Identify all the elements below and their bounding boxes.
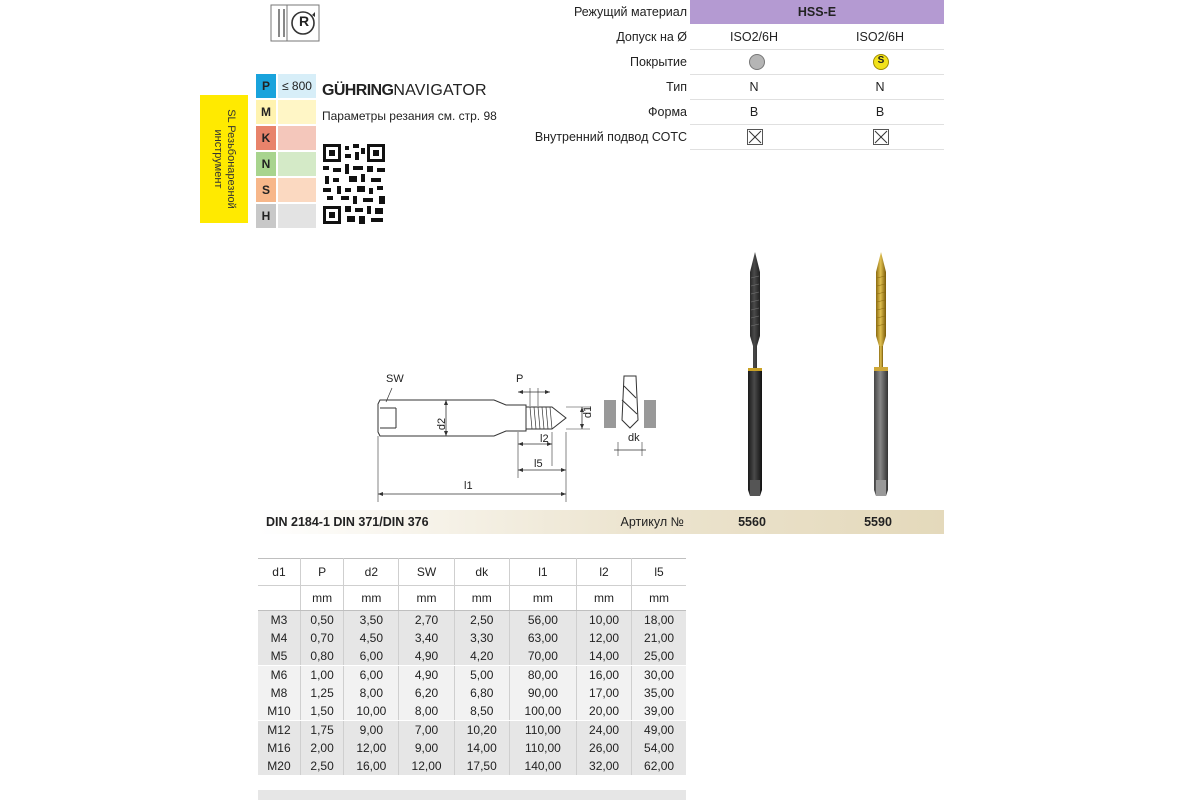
table-cell: 12,00 — [399, 757, 454, 776]
col-header-p: P — [300, 559, 343, 586]
table-row — [258, 629, 686, 647]
label-l5: l5 — [534, 458, 543, 470]
spec-value: N — [749, 80, 759, 94]
table-cell: 6,20 — [399, 684, 454, 702]
unit-cell: mm — [454, 586, 509, 611]
label-dk: dk — [628, 432, 640, 444]
table-cell: 8,00 — [399, 702, 454, 721]
table-cell: 8,00 — [344, 684, 399, 702]
spec-label: Покрытие — [629, 55, 687, 69]
table-cell: 4,20 — [454, 647, 509, 666]
table-cell: 2,00 — [300, 739, 343, 757]
cutting-material-value: HSS-E — [797, 5, 837, 19]
tap-photo-5560 — [740, 250, 770, 502]
table-cell: 24,00 — [576, 721, 631, 740]
label-l2: l2 — [540, 433, 549, 445]
material-group-p — [256, 74, 316, 98]
table-cell: 110,00 — [509, 721, 576, 740]
side-label-text: SL Резьбонарезной инструмент — [212, 109, 237, 209]
table-cell: 5,00 — [454, 666, 509, 685]
side-category-label — [200, 95, 248, 223]
col-header-d1: d1 — [258, 559, 300, 586]
spec-row-coating — [520, 50, 944, 75]
table-cell: 90,00 — [509, 684, 576, 702]
unit-cell — [258, 586, 300, 611]
unit-cell: mm — [632, 586, 686, 611]
spec-value: N — [875, 80, 885, 94]
material-value — [278, 178, 316, 202]
material-letter: P — [256, 74, 276, 98]
spec-label: Форма — [648, 105, 687, 119]
table-cell: 6,80 — [454, 684, 509, 702]
table-cell: 14,00 — [454, 739, 509, 757]
table-row — [258, 647, 686, 666]
material-group-m — [256, 100, 316, 124]
label-p: P — [516, 373, 524, 385]
spec-label: Режущий материал — [573, 5, 687, 19]
spec-value: B — [749, 105, 759, 119]
table-cell: 7,00 — [399, 721, 454, 740]
material-group-s — [256, 178, 316, 202]
table-cell: 16,00 — [344, 757, 399, 776]
spec-row-tolerance — [520, 25, 944, 50]
table-cell: 6,00 — [344, 647, 399, 666]
table-cell: 17,50 — [454, 757, 509, 776]
label-sw: SW — [386, 373, 404, 385]
brand-logo — [322, 82, 487, 100]
table-cell: 32,00 — [576, 757, 631, 776]
spec-row-type — [520, 75, 944, 100]
material-value — [278, 100, 316, 124]
label-d2: d2 — [436, 417, 449, 431]
no-internal-coolant-icon — [872, 128, 890, 146]
table-cell: 3,30 — [454, 629, 509, 647]
table-row — [258, 702, 686, 721]
table-cell: M20 — [258, 757, 300, 776]
table-cell: 2,70 — [399, 611, 454, 630]
table-cell: 12,00 — [344, 739, 399, 757]
table-row — [258, 721, 686, 740]
material-letter: H — [256, 204, 276, 228]
table-cell: 3,40 — [399, 629, 454, 647]
table-cell: 0,70 — [300, 629, 343, 647]
coating-badge-letter: S — [877, 55, 885, 66]
table-cell: M12 — [258, 721, 300, 740]
table-cell: 49,00 — [632, 721, 686, 740]
table-cell: 9,00 — [399, 739, 454, 757]
uncoated-circle-icon — [748, 53, 766, 71]
table-cell: M16 — [258, 739, 300, 757]
material-letter: K — [256, 126, 276, 150]
col-header-dk: dk — [454, 559, 509, 586]
table-cell: 17,00 — [576, 684, 631, 702]
table-cell: 4,90 — [399, 647, 454, 666]
table-cell: 4,90 — [399, 666, 454, 685]
table-row — [258, 611, 686, 630]
spec-label: Допуск на Ø — [616, 30, 687, 44]
table-cell: 1,25 — [300, 684, 343, 702]
spec-value: ISO2/6H — [856, 30, 904, 44]
table-cell: 70,00 — [509, 647, 576, 666]
col-header-d2: d2 — [344, 559, 399, 586]
table-cell: 26,00 — [576, 739, 631, 757]
table-cell: 63,00 — [509, 629, 576, 647]
table-tail — [258, 790, 686, 800]
table-cell: M4 — [258, 629, 300, 647]
table-cell: 140,00 — [509, 757, 576, 776]
table-cell: 10,00 — [344, 702, 399, 721]
table-cell: 3,50 — [344, 611, 399, 630]
spec-row-coolant — [520, 125, 944, 150]
unit-cell: mm — [300, 586, 343, 611]
table-cell: 35,00 — [632, 684, 686, 702]
table-row — [258, 739, 686, 757]
table-cell: 2,50 — [454, 611, 509, 630]
table-cell: 6,00 — [344, 666, 399, 685]
material-group-k — [256, 126, 316, 150]
brand-bold: GÜHRING — [322, 82, 394, 99]
table-cell: 25,00 — [632, 647, 686, 666]
material-group-h — [256, 204, 316, 228]
table-cell: 12,00 — [576, 629, 631, 647]
din-standard: DIN 2184-1 DIN 371/DIN 376 — [266, 515, 429, 529]
table-cell: 8,50 — [454, 702, 509, 721]
table-cell: 4,50 — [344, 629, 399, 647]
spec-row-material — [520, 0, 944, 25]
table-row — [258, 666, 686, 685]
table-cell: 62,00 — [632, 757, 686, 776]
table-cell: 21,00 — [632, 629, 686, 647]
table-cell: 1,50 — [300, 702, 343, 721]
cutting-params-note: Параметры резания см. стр. 98 — [322, 109, 497, 123]
article-number-5590: 5590 — [864, 515, 892, 529]
table-row — [258, 757, 686, 776]
spec-label: Тип — [666, 80, 687, 94]
material-letter: N — [256, 152, 276, 176]
material-value — [278, 204, 316, 228]
table-cell: 9,00 — [344, 721, 399, 740]
spec-label: Внутренний подвод СОТС — [534, 130, 687, 144]
material-value — [278, 126, 316, 150]
table-cell: 30,00 — [632, 666, 686, 685]
material-value — [278, 152, 316, 176]
article-number-5560: 5560 — [738, 515, 766, 529]
spec-row-form — [520, 100, 944, 125]
spec-value: ISO2/6H — [730, 30, 778, 44]
table-cell: 2,50 — [300, 757, 343, 776]
unit-cell: mm — [576, 586, 631, 611]
table-cell: 0,80 — [300, 647, 343, 666]
table-cell: 100,00 — [509, 702, 576, 721]
table-cell: 54,00 — [632, 739, 686, 757]
table-cell: M6 — [258, 666, 300, 685]
material-letter: S — [256, 178, 276, 202]
qr-code[interactable] — [323, 144, 385, 224]
material-group-n — [256, 152, 316, 176]
table-cell: 1,75 — [300, 721, 343, 740]
table-cell: M10 — [258, 702, 300, 721]
unit-cell: mm — [509, 586, 576, 611]
material-value: ≤ 800 — [278, 74, 316, 98]
label-d1: d1 — [582, 405, 595, 419]
col-header-l5: l5 — [632, 559, 686, 586]
picto-r-letter: R — [298, 13, 310, 29]
table-cell: 10,20 — [454, 721, 509, 740]
table-cell: 0,50 — [300, 611, 343, 630]
table-cell: M5 — [258, 647, 300, 666]
table-cell: 18,00 — [632, 611, 686, 630]
table-cell: 56,00 — [509, 611, 576, 630]
spec-value: B — [875, 105, 885, 119]
col-header-l1: l1 — [509, 559, 576, 586]
material-letter: M — [256, 100, 276, 124]
table-cell: M8 — [258, 684, 300, 702]
table-cell: 39,00 — [632, 702, 686, 721]
article-label: Артикул № — [620, 515, 684, 529]
col-header-sw: SW — [399, 559, 454, 586]
label-l1: l1 — [464, 480, 473, 492]
table-cell: 110,00 — [509, 739, 576, 757]
table-row — [258, 684, 686, 702]
tap-photo-5590 — [866, 250, 896, 502]
unit-cell: mm — [399, 586, 454, 611]
table-cell: 16,00 — [576, 666, 631, 685]
table-cell: 80,00 — [509, 666, 576, 685]
table-cell: 1,00 — [300, 666, 343, 685]
din-standard-band — [258, 510, 944, 534]
table-cell: 10,00 — [576, 611, 631, 630]
no-internal-coolant-icon — [746, 128, 764, 146]
dimension-table — [258, 558, 686, 776]
unit-cell: mm — [344, 586, 399, 611]
col-header-l2: l2 — [576, 559, 631, 586]
table-cell: M3 — [258, 611, 300, 630]
table-cell: 14,00 — [576, 647, 631, 666]
brand-light: NAVIGATOR — [393, 82, 487, 99]
table-cell: 20,00 — [576, 702, 631, 721]
